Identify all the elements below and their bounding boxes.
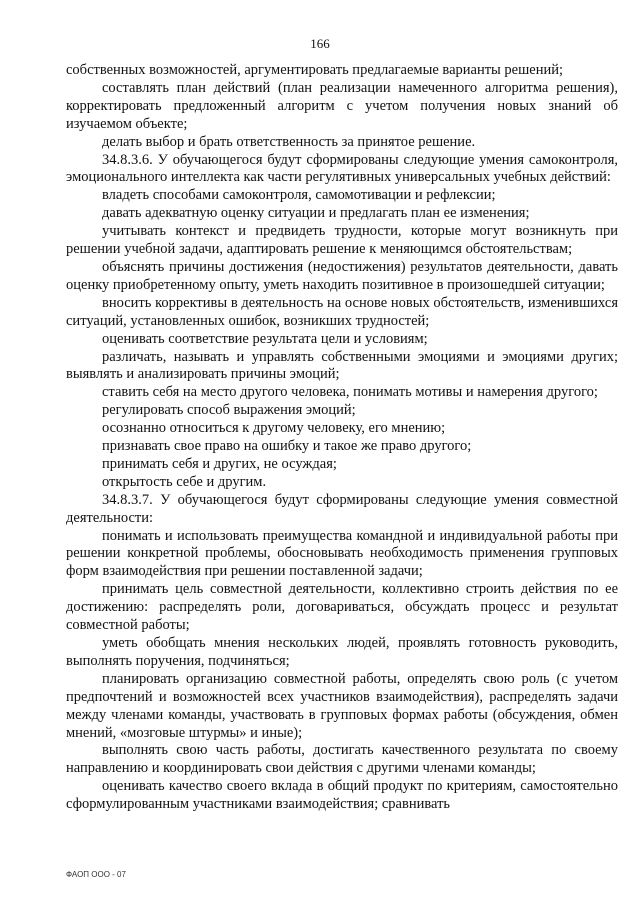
paragraph: признавать свое право на ошибку и такое же право другого; [102, 438, 472, 455]
paragraph: различать, называть и управлять собственными эмоциями и эмоциями других; выявлять и анализировать причины эмоций; [66, 348, 618, 383]
paragraph: владеть способами самоконтроля, самомотивации и рефлексии; [102, 187, 496, 204]
paragraph: принимать цель совместной деятельности, коллективно строить действия по ее достижению: распределять роли, договариваться, обсуждать процесс и результат совместной работы; [66, 581, 618, 634]
paragraph: 34.8.3.7. У обучающегося будут сформированы следующие умения совместной деятельности: [66, 491, 618, 526]
paragraph: выполнять свою часть работы, достигать качественного результата по своему направлению и координировать свои действия с другими членами команды; [66, 742, 618, 777]
page-number: 166 [310, 36, 330, 51]
paragraph: делать выбор и брать ответственность за принятое решение. [102, 133, 476, 150]
paragraph: планировать организацию совместной работы, определять свою роль (с учетом предпочтений и возможностей всех участников взаимодействия), распределять задачи между членами команды, участвовать в групповых формах работы (обсуждения, обмен мнений, «мозговые штурмы» и иные); [66, 670, 618, 741]
document-body [66, 62, 618, 814]
paragraph: ставить себя на место другого человека, понимать мотивы и намерения другого; [102, 384, 598, 401]
paragraph: открытость себе и другим. [102, 473, 267, 490]
paragraph: объяснять причины достижения (недостижения) результатов деятельности, давать оценку приобретенному опыту, уметь находить позитивное в произошедшей ситуации; [66, 258, 618, 293]
paragraph: уметь обобщать мнения нескольких людей, проявлять готовность руководить, выполнять поручения, подчиняться; [66, 635, 618, 669]
paragraph: оценивать соответствие результата цели и условиям; [102, 330, 428, 347]
paragraph: вносить коррективы в деятельность на основе новых обстоятельств, изменившихся ситуаций, установленных ошибок, возникших трудностей; [66, 294, 618, 329]
paragraph: собственных возможностей, аргументировать предлагаемые варианты решений; [66, 62, 564, 78]
footer-code: ФАОП ООО - 07 [66, 870, 126, 879]
paragraph: принимать себя и других, не осуждая; [102, 455, 337, 472]
paragraph: 34.8.3.6. У обучающегося будут сформированы следующие умения самоконтроля, эмоционального интеллекта как части регулятивных универсальных учебных действий: [66, 151, 618, 186]
paragraph: осознанно относиться к другому человеку, его мнению; [102, 420, 446, 437]
paragraph: регулировать способ выражения эмоций; [102, 402, 356, 419]
paragraph: оценивать качество своего вклада в общий продукт по критериям, самостоятельно сформулированным участниками взаимодействия; сравнивать [66, 778, 618, 813]
paragraph: составлять план действий (план реализации намеченного алгоритма решения), корректировать предложенный алгоритм с учетом получения новых знаний об изучаемом объекте; [66, 79, 618, 132]
paragraph: учитывать контекст и предвидеть трудности, которые могут возникнуть при решении учебной задачи, адаптировать решение к меняющимся обстоятельствам; [66, 223, 618, 258]
paragraph: понимать и использовать преимущества командной и индивидуальной работы при решении конкретной проблемы, обосновывать необходимость применения групповых форм взаимодействия при решении поставленной задачи; [66, 527, 618, 580]
paragraph: давать адекватную оценку ситуации и предлагать план ее изменения; [102, 205, 530, 222]
